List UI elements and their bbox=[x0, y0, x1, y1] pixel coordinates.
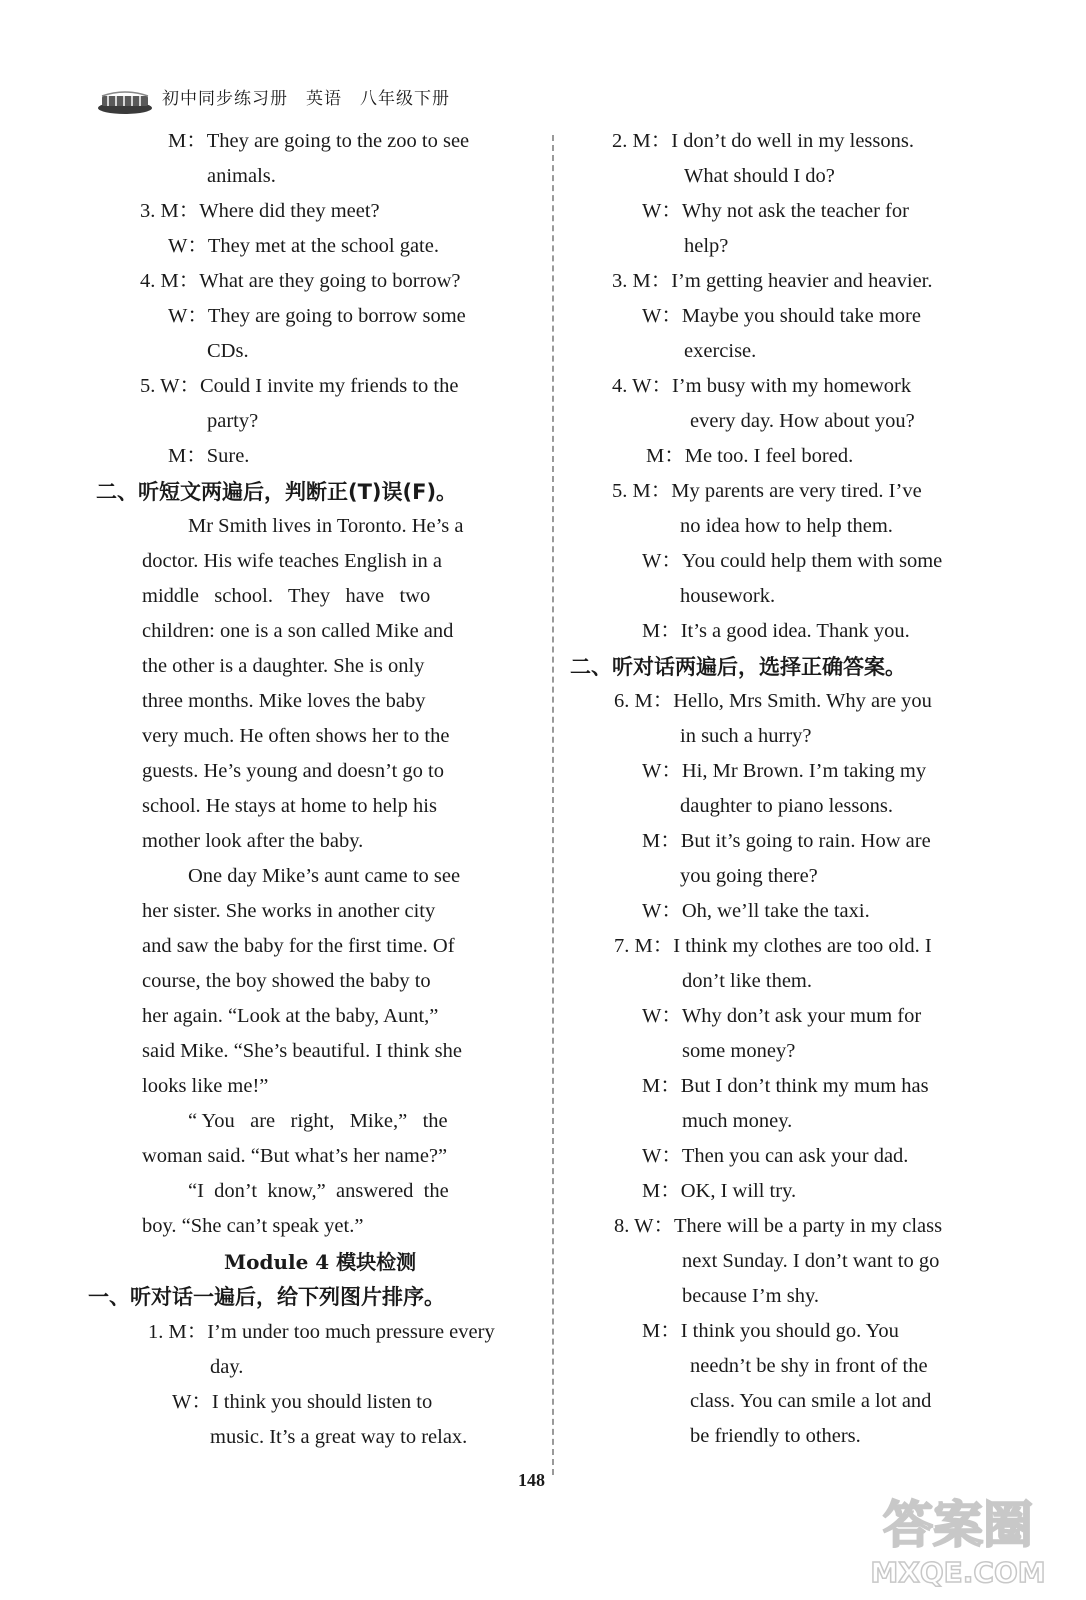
text-line: M：OK, I will try. bbox=[642, 1180, 797, 1202]
text-line: housework. bbox=[680, 585, 776, 607]
passage-line: middle school. They have two bbox=[142, 585, 431, 607]
text-line: W：You could help them with some bbox=[642, 550, 943, 572]
text-line: CDs. bbox=[207, 340, 249, 362]
text-line: in such a hurry? bbox=[680, 725, 812, 747]
book-logo-icon bbox=[96, 86, 154, 116]
text-line: 3. M：I’m getting heavier and heavier. bbox=[612, 270, 933, 292]
page-number: 148 bbox=[518, 1470, 545, 1490]
section-heading: 一、听对话一遍后，给下列图片排序。 bbox=[88, 1285, 445, 1309]
text-line: be friendly to others. bbox=[690, 1425, 861, 1447]
passage-line: boy. “She can’t speak yet.” bbox=[142, 1215, 364, 1237]
text-line: M：It’s a good idea. Thank you. bbox=[642, 620, 910, 642]
text-line: M：But it’s going to rain. How are bbox=[642, 830, 931, 852]
text-line: W：Hi, Mr Brown. I’m taking my bbox=[642, 760, 927, 782]
text-line: 2. M：I don’t do well in my lessons. bbox=[612, 130, 914, 152]
text-line: 4. W：I’m busy with my homework bbox=[612, 375, 912, 397]
text-line: don’t like them. bbox=[682, 970, 813, 992]
text-line: because I’m shy. bbox=[682, 1285, 819, 1307]
passage-line: looks like me!” bbox=[142, 1075, 269, 1097]
passage-line: her sister. She works in another city bbox=[142, 900, 436, 922]
text-line: needn’t be shy in front of the bbox=[690, 1355, 928, 1377]
text-line: W：Maybe you should take more bbox=[642, 305, 921, 327]
text-line: 8. W：There will be a party in my class bbox=[614, 1215, 943, 1237]
passage-line: guests. He’s young and doesn’t go to bbox=[142, 760, 444, 782]
text-line: 6. M：Hello, Mrs Smith. Why are you bbox=[614, 690, 932, 712]
passage-line: said Mike. “She’s beautiful. I think she bbox=[142, 1040, 462, 1062]
passage-line: very much. He often shows her to the bbox=[142, 725, 450, 747]
text-line: exercise. bbox=[684, 340, 757, 362]
text-line: help? bbox=[684, 235, 729, 257]
text-line: W：Why don’t ask your mum for bbox=[642, 1005, 922, 1027]
passage-line: and saw the baby for the first time. Of bbox=[142, 935, 455, 957]
text-line: W：Then you can ask your dad. bbox=[642, 1145, 909, 1167]
text-line: animals. bbox=[207, 165, 276, 187]
section-heading: 二、听对话两遍后，选择正确答案。 bbox=[570, 655, 906, 679]
passage-line: course, the boy showed the baby to bbox=[142, 970, 431, 992]
text-line: 4. M：What are they going to borrow? bbox=[140, 270, 461, 292]
running-header bbox=[96, 80, 596, 120]
passage-line: school. He stays at home to help his bbox=[142, 795, 437, 817]
passage-line: “ You are right, Mike,” the bbox=[188, 1110, 448, 1132]
passage-line: her again. “Look at the baby, Aunt,” bbox=[142, 1005, 439, 1027]
text-line: M：Me too. I feel bored. bbox=[646, 445, 854, 467]
text-line: no idea how to help them. bbox=[680, 515, 893, 537]
text-line: W：I think you should listen to bbox=[172, 1391, 433, 1413]
watermark-logo bbox=[848, 1490, 1068, 1590]
section-heading: 二、听短文两遍后，判断正(T)误(F)。 bbox=[96, 480, 458, 504]
text-line: you going there? bbox=[680, 865, 818, 887]
text-line: 5. M：My parents are very tired. I’ve bbox=[612, 480, 922, 502]
text-line: M：I think you should go. You bbox=[642, 1320, 899, 1342]
column-divider bbox=[552, 135, 554, 1475]
text-line: next Sunday. I don’t want to go bbox=[682, 1250, 940, 1272]
text-line: class. You can smile a lot and bbox=[690, 1390, 932, 1412]
text-line: W：They are going to borrow some bbox=[168, 305, 466, 327]
text-line: W：Why not ask the teacher for bbox=[642, 200, 909, 222]
text-line: M：Sure. bbox=[168, 445, 250, 467]
passage-line: three months. Mike loves the baby bbox=[142, 690, 426, 712]
passage-line: woman said. “But what’s her name?” bbox=[142, 1145, 448, 1167]
text-line: What should I do? bbox=[684, 165, 835, 187]
text-line: W：They met at the school gate. bbox=[168, 235, 439, 257]
header-title: 初中同步练习册 英语 八年级下册 bbox=[162, 89, 450, 109]
text-line: W：Oh, we’ll take the taxi. bbox=[642, 900, 870, 922]
text-line: party? bbox=[207, 410, 259, 432]
text-line: music. It’s a great way to relax. bbox=[210, 1426, 468, 1448]
text-line: day. bbox=[210, 1356, 244, 1378]
watermark-chinese: 答案圈 bbox=[883, 1496, 1033, 1554]
text-line: every day. How about you? bbox=[690, 410, 915, 432]
watermark-url: MXQE.COM bbox=[870, 1556, 1046, 1589]
passage-line: “I don’t know,” answered the bbox=[188, 1180, 449, 1202]
text-line: 3. M：Where did they meet? bbox=[140, 200, 380, 222]
passage-line: Mr Smith lives in Toronto. He’s a bbox=[188, 515, 464, 537]
passage-line: doctor. His wife teaches English in a bbox=[142, 550, 443, 572]
text-line: 7. M：I think my clothes are too old. I bbox=[614, 935, 932, 957]
passage-line: mother look after the baby. bbox=[142, 830, 364, 852]
text-line: M：They are going to the zoo to see bbox=[168, 130, 470, 152]
text-line: much money. bbox=[682, 1110, 793, 1132]
passage-line: children: one is a son called Mike and bbox=[142, 620, 454, 642]
text-line: daughter to piano lessons. bbox=[680, 795, 893, 817]
passage-line: the other is a daughter. She is only bbox=[142, 655, 425, 677]
text-line: some money? bbox=[682, 1040, 796, 1062]
module-title: Module 4 模块检测 bbox=[224, 1250, 417, 1274]
passage-line: One day Mike’s aunt came to see bbox=[188, 865, 461, 887]
text-line: 5. W：Could I invite my friends to the bbox=[140, 375, 459, 397]
text-line: 1. M：I’m under too much pressure every bbox=[148, 1321, 495, 1343]
text-line: M：But I don’t think my mum has bbox=[642, 1075, 929, 1097]
